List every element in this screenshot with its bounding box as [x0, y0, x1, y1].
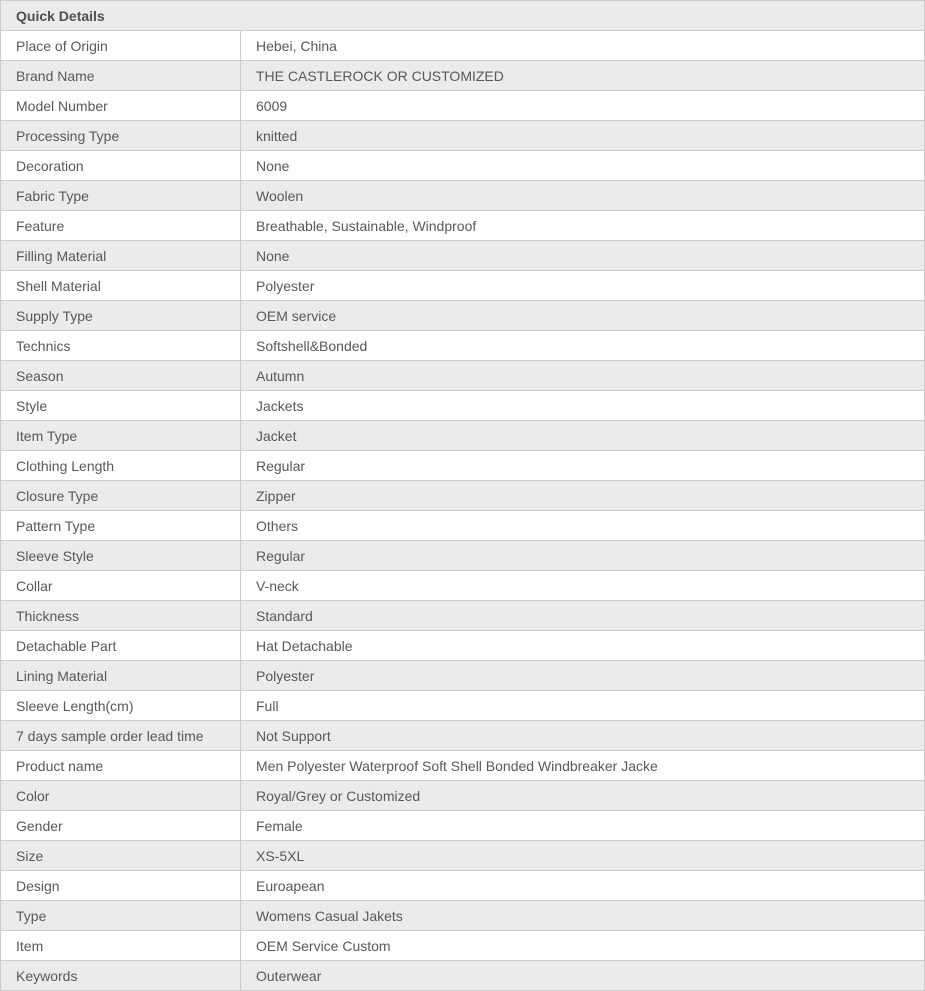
- table-body: [1, 31, 924, 991]
- row-label: Sleeve Style: [1, 541, 241, 570]
- row-value: Womens Casual Jakets: [256, 907, 403, 924]
- table-row: [1, 481, 924, 511]
- row-value: 6009: [256, 97, 288, 114]
- row-value: knitted: [256, 127, 298, 144]
- row-label: Season: [1, 361, 241, 390]
- table-header: [1, 1, 924, 31]
- row-value: Others: [256, 517, 299, 534]
- table-row: [1, 271, 924, 301]
- row-label: Technics: [1, 331, 241, 360]
- row-label: Color: [1, 781, 241, 810]
- row-value: Hebei, China: [256, 37, 337, 54]
- row-label: Model Number: [1, 91, 241, 120]
- row-value: Regular: [256, 457, 306, 474]
- table-row: [1, 451, 924, 481]
- row-value: OEM service: [256, 307, 337, 324]
- row-label: 7 days sample order lead time: [1, 721, 241, 750]
- table-row: [1, 31, 924, 61]
- row-label: Closure Type: [1, 481, 241, 510]
- row-label: Product name: [1, 751, 241, 780]
- row-label: Fabric Type: [1, 181, 241, 210]
- row-value: Polyester: [256, 277, 315, 294]
- row-label: Feature: [1, 211, 241, 240]
- row-value: Autumn: [256, 367, 305, 384]
- table-row: [1, 901, 924, 931]
- row-label: Design: [1, 871, 241, 900]
- row-label: Sleeve Length(cm): [1, 691, 241, 720]
- row-value: None: [256, 247, 290, 264]
- row-label: Detachable Part: [1, 631, 241, 660]
- row-value: Men Polyester Waterproof Soft Shell Bonded Windbreaker Jacke: [256, 757, 658, 774]
- row-value: Standard: [256, 607, 313, 624]
- row-label: Size: [1, 841, 241, 870]
- row-value: Regular: [256, 547, 306, 564]
- table-row: [1, 151, 924, 181]
- table-row: [1, 661, 924, 691]
- row-value: Outerwear: [256, 967, 322, 984]
- table-row: [1, 331, 924, 361]
- table-row: [1, 511, 924, 541]
- table-row: [1, 61, 924, 91]
- row-label: Shell Material: [1, 271, 241, 300]
- table-row: [1, 691, 924, 721]
- row-label: Gender: [1, 811, 241, 840]
- table-row: [1, 541, 924, 571]
- row-value: Hat Detachable: [256, 637, 353, 654]
- row-label: Keywords: [1, 961, 241, 990]
- row-value: Female: [256, 817, 303, 834]
- table-row: [1, 361, 924, 391]
- row-label: Supply Type: [1, 301, 241, 330]
- row-value: OEM Service Custom: [256, 937, 391, 954]
- row-value: Softshell&Bonded: [256, 337, 368, 354]
- row-label: Clothing Length: [1, 451, 241, 480]
- row-value: Zipper: [256, 487, 296, 504]
- table-row: [1, 121, 924, 151]
- row-label: Processing Type: [1, 121, 241, 150]
- row-value: Royal/Grey or Customized: [256, 787, 421, 804]
- row-label: Collar: [1, 571, 241, 600]
- table-row: [1, 571, 924, 601]
- row-label: Lining Material: [1, 661, 241, 690]
- row-label: Filling Material: [1, 241, 241, 270]
- table-row: [1, 781, 924, 811]
- row-value: Breathable, Sustainable, Windproof: [256, 217, 477, 234]
- row-value: V-neck: [256, 577, 299, 594]
- row-value: Jacket: [256, 427, 297, 444]
- table-row: [1, 391, 924, 421]
- row-value: Euroapean: [256, 877, 325, 894]
- table-row: [1, 721, 924, 751]
- table-row: [1, 841, 924, 871]
- table-row: [1, 301, 924, 331]
- table-row: [1, 601, 924, 631]
- table-row: [1, 631, 924, 661]
- row-label: Item Type: [1, 421, 241, 450]
- row-label: Type: [1, 901, 241, 930]
- table-row: [1, 241, 924, 271]
- table-row: [1, 181, 924, 211]
- table-row: [1, 751, 924, 781]
- table-row: [1, 871, 924, 901]
- row-value: Polyester: [256, 667, 315, 684]
- table-row: [1, 421, 924, 451]
- table-row: [1, 811, 924, 841]
- table-row: [1, 931, 924, 961]
- row-label: Style: [1, 391, 241, 420]
- row-value: Full: [256, 697, 279, 714]
- row-label: Decoration: [1, 151, 241, 180]
- row-value: None: [256, 157, 290, 174]
- row-label: Thickness: [1, 601, 241, 630]
- row-value: XS-5XL: [256, 847, 305, 864]
- row-label: Place of Origin: [1, 31, 241, 60]
- table-title: Quick Details: [16, 7, 105, 24]
- row-label: Brand Name: [1, 61, 241, 90]
- row-value: Not Support: [256, 727, 331, 744]
- table-row: [1, 211, 924, 241]
- table-row: [1, 91, 924, 121]
- row-value: Jackets: [256, 397, 304, 414]
- row-label: Item: [1, 931, 241, 960]
- row-label: Pattern Type: [1, 511, 241, 540]
- row-value: Woolen: [256, 187, 304, 204]
- table-row: [1, 961, 924, 991]
- row-value: THE CASTLEROCK OR CUSTOMIZED: [256, 67, 504, 84]
